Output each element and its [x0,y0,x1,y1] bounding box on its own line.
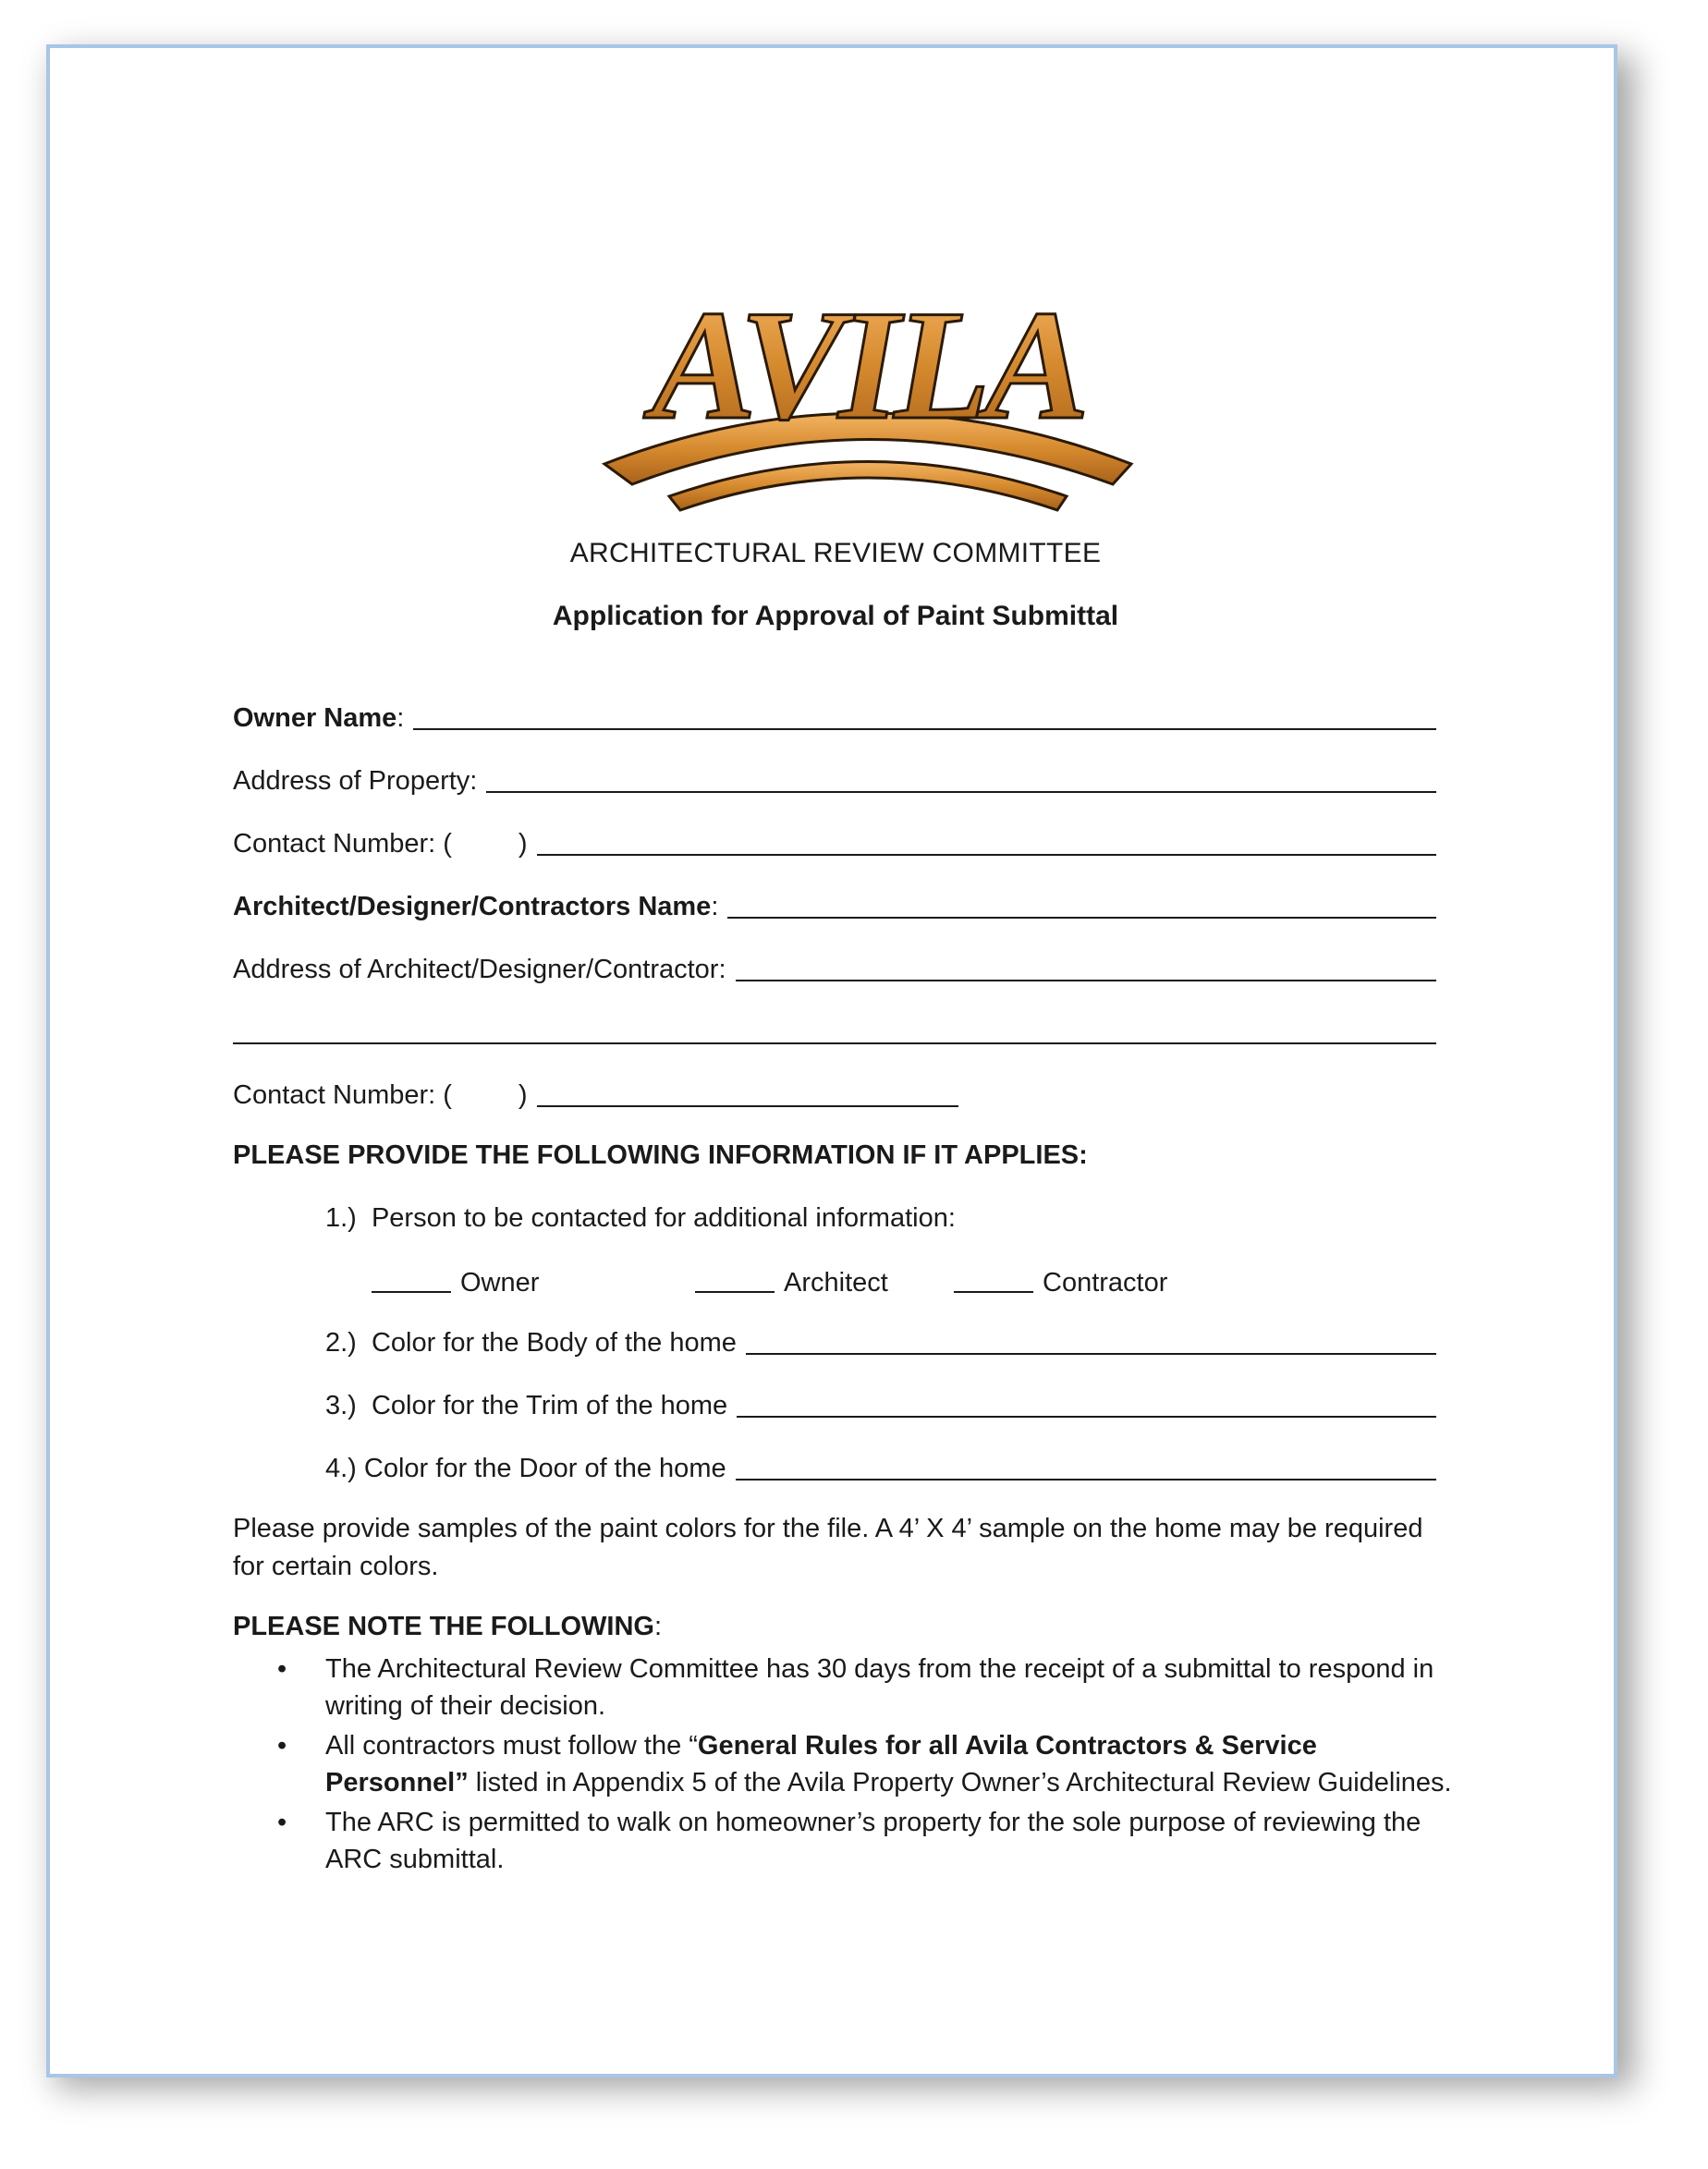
contractor-name-row [233,882,1436,922]
body-color-row [325,1318,1436,1359]
avila-logo [595,242,1141,519]
contact-number-label: Contact Number: ( [233,829,452,859]
notes-list [233,1651,1453,1881]
logo-wordmark: AVILA [652,278,1084,452]
notes-heading-colon: : [653,1612,663,1641]
samples-paragraph: Please provide samples of the paint colors for the file. A 4’ X 4’ sample on the home may be required for certain colors. [233,1514,1423,1581]
address-property-label: Address of Property: [233,766,478,796]
contractor-address-row-2 [233,1007,1436,1048]
note-1-text: The Architectural Review Committee has 30 days from the receipt of a submittal to respond in writing of their decision. [325,1654,1434,1721]
contractor-name-colon: : [711,892,719,921]
address-property-row [233,756,1436,797]
door-color-row [325,1444,1436,1484]
document-page [46,44,1617,2078]
address-property-field[interactable] [486,790,1436,793]
contractor-name-label: Architect/Designer/Contractors Name [233,892,712,921]
option-contractor[interactable] [954,1268,1167,1298]
owner-name-field[interactable] [413,727,1436,730]
option-owner-blank[interactable] [372,1290,451,1293]
note-bullet [233,1804,1453,1878]
logo-arch-inner [669,462,1067,511]
option-owner[interactable] [372,1268,539,1298]
option-architect[interactable] [695,1268,888,1298]
option-architect-label: Architect [784,1268,888,1298]
body-color-field[interactable] [746,1352,1436,1355]
note-2-post: listed in Appendix 5 of the Avila Property Owner’s Architectural Review Guidelines. [468,1768,1452,1797]
option-architect-blank[interactable] [695,1290,775,1293]
notes-heading-wrap [233,1612,662,1642]
owner-name-colon: : [396,703,405,733]
info-heading: PLEASE PROVIDE THE FOLLOWING INFORMATION IF IT APPLIES: [233,1140,1088,1170]
contact-number-2-field[interactable] [537,1104,958,1107]
bullet-dot: • [277,1731,287,1761]
note-2-pre: All contractors must follow the “ [325,1731,698,1761]
owner-name-row [233,693,1436,734]
area-code-close-2: ) [518,1080,528,1110]
contractor-address-field-2[interactable] [233,1042,1436,1044]
option-contractor-label: Contractor [1043,1268,1168,1298]
contractor-address-label: Address of Architect/Designer/Contractor: [233,955,726,984]
note-bullet [233,1651,1453,1724]
bullet-dot: • [277,1808,287,1837]
owner-name-label: Owner Name [233,703,397,733]
notes-heading: PLEASE NOTE THE FOLLOWING [233,1612,654,1641]
door-color-field[interactable] [736,1478,1436,1481]
note-2-bold: General Rules for all Avila Contractors & Service Personnel” [325,1731,1317,1797]
option-contractor-blank[interactable] [954,1290,1033,1293]
contractor-name-field[interactable] [727,916,1436,919]
body-color-label: 2.) Color for the Body of the home [325,1328,737,1358]
contact-number-row [233,819,1436,859]
note-bullet [233,1727,1453,1801]
trim-color-label: 3.) Color for the Trim of the home [325,1391,728,1420]
contractor-address-field[interactable] [736,979,1436,981]
area-code-close: ) [518,829,528,859]
door-color-label: 4.) Color for the Door of the home [325,1454,726,1483]
contact-number-field[interactable] [537,853,1436,856]
bullet-dot: • [277,1654,287,1684]
contractor-address-row [233,944,1436,985]
trim-color-field[interactable] [737,1415,1436,1418]
contact-number-2-label: Contact Number: ( [233,1080,452,1110]
item-1-label: 1.) Person to be contacted for additional information: [325,1203,956,1233]
committee-name: ARCHITECTURAL REVIEW COMMITTEE [569,538,1102,568]
trim-color-row [325,1381,1436,1421]
contact-number-2-row [233,1070,1436,1111]
option-owner-label: Owner [460,1268,540,1298]
note-3-text: The ARC is permitted to walk on homeowner’s property for the sole purpose of reviewing the ARC submittal. [325,1808,1421,1874]
form-title: Application for Approval of Paint Submittal [552,601,1119,631]
